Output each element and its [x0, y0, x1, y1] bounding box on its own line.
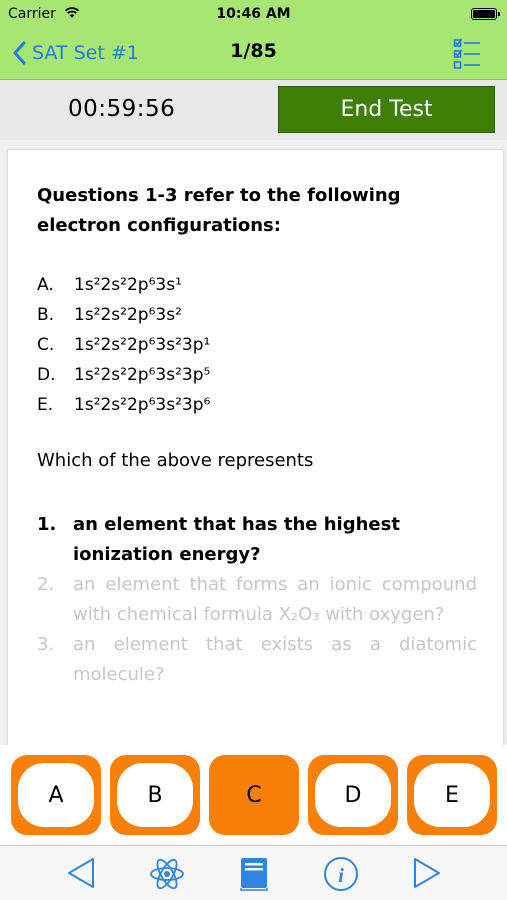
- choice-item: [37, 360, 210, 390]
- choice-config: 1s²2s²2p⁶3s²3p⁵: [74, 365, 211, 385]
- question-item: [37, 570, 477, 630]
- choice-config: 1s²2s²2p⁶3s²3p¹: [74, 335, 211, 355]
- choice-item: [37, 390, 210, 420]
- svg-text:i: i: [338, 865, 344, 887]
- question-item-current: [37, 510, 477, 570]
- timer: 00:59:56: [68, 96, 176, 122]
- checklist-icon[interactable]: [453, 38, 481, 74]
- answer-button-c[interactable]: [209, 755, 299, 835]
- choice-list: [37, 270, 210, 420]
- answer-label: C: [246, 782, 262, 808]
- question-items: [37, 510, 477, 690]
- answer-button-d[interactable]: [308, 755, 398, 835]
- choice-letter: C.: [37, 335, 55, 355]
- choice-item: [37, 300, 210, 330]
- question-intro: Questions 1-3 refer to the following electron configurations:: [37, 185, 401, 236]
- atom-icon[interactable]: [149, 856, 185, 896]
- answer-button-a[interactable]: [11, 755, 101, 835]
- choice-letter: D.: [37, 365, 56, 385]
- choice-item: [37, 330, 210, 360]
- answer-button-b[interactable]: [110, 755, 200, 835]
- choice-letter: B.: [37, 305, 55, 325]
- question-prompt: Which of the above represents: [37, 450, 314, 471]
- carrier-label: Carrier: [8, 6, 56, 22]
- item-text: an element that forms an ionic compound with chemical formula X₂O₃ with oxygen?: [73, 574, 477, 625]
- choice-letter: A.: [37, 275, 54, 295]
- info-icon[interactable]: [323, 856, 359, 896]
- answer-label: D: [315, 763, 391, 827]
- item-number: 3.: [37, 634, 55, 655]
- choice-config: 1s²2s²2p⁶3s²: [74, 305, 182, 325]
- answer-button-e[interactable]: [407, 755, 497, 835]
- answer-label: E: [414, 763, 490, 827]
- choice-config: 1s²2s²2p⁶3s²3p⁶: [74, 395, 211, 415]
- choice-item: [37, 270, 210, 300]
- notes-icon[interactable]: [239, 856, 269, 896]
- item-number: 1.: [37, 514, 57, 535]
- answer-bar: [0, 745, 507, 845]
- previous-icon[interactable]: [66, 856, 96, 894]
- item-text: an element that exists as a diatomic molecule?: [73, 634, 477, 685]
- answer-label: B: [117, 763, 193, 827]
- back-button-label: SAT Set #1: [32, 42, 139, 64]
- status-time: 10:46 AM: [216, 6, 291, 22]
- timer-row: [0, 80, 507, 140]
- end-test-button[interactable]: End Test: [278, 86, 495, 133]
- status-bar: [0, 0, 507, 28]
- question-item: [37, 630, 477, 690]
- item-number: 2.: [37, 574, 55, 595]
- next-icon[interactable]: [412, 856, 442, 894]
- battery-icon: [471, 8, 497, 20]
- question-card: [8, 150, 503, 745]
- choice-config: 1s²2s²2p⁶3s¹: [74, 275, 182, 295]
- answer-label: A: [18, 763, 94, 827]
- nav-bar: [0, 28, 507, 80]
- item-text: an element that has the highest ionization energy?: [73, 514, 400, 565]
- page-title: 1/85: [230, 40, 277, 62]
- choice-letter: E.: [37, 395, 54, 415]
- tab-bar: [0, 845, 507, 900]
